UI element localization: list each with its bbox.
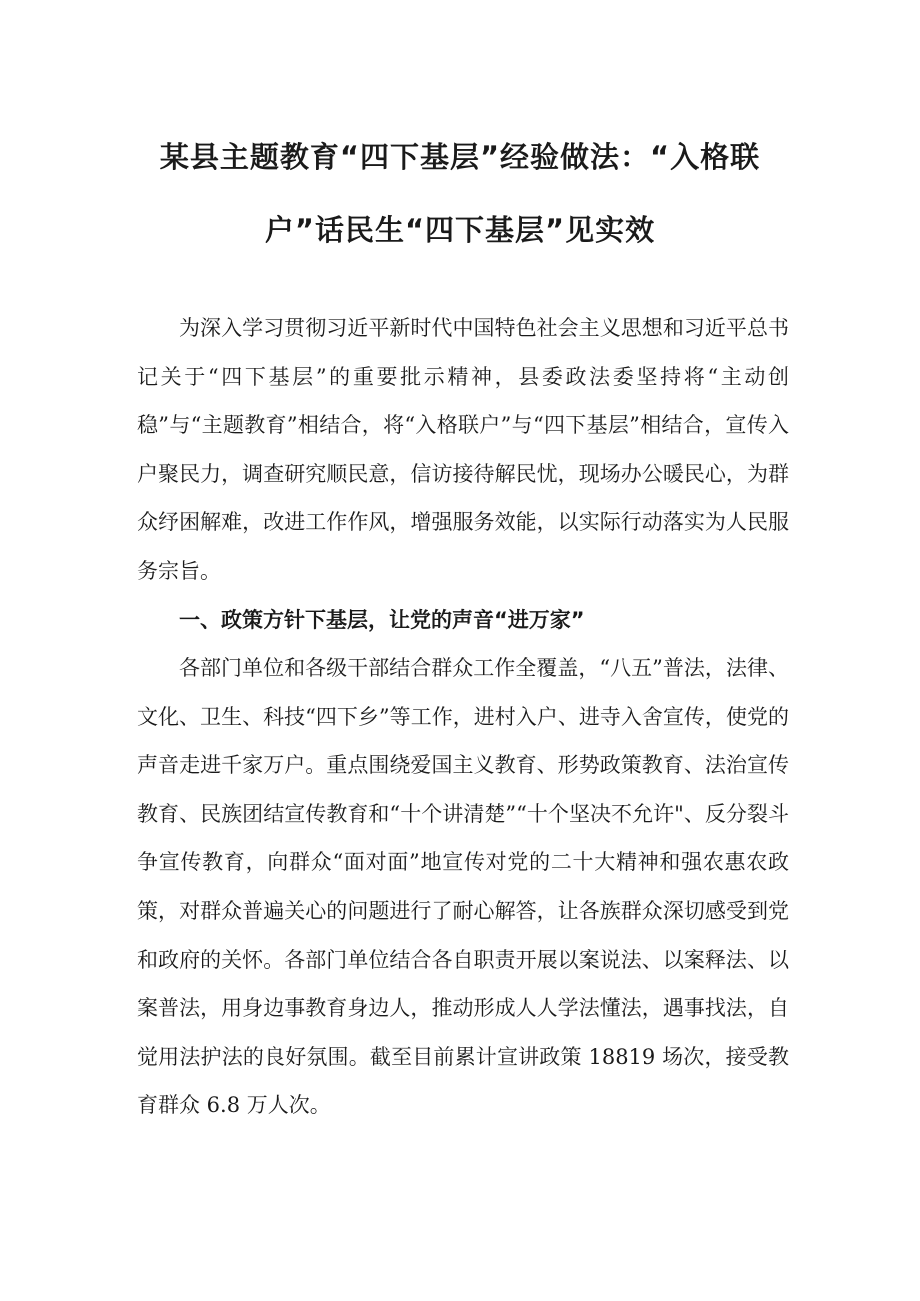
document-title-line-2: 户”话民生“四下基层”见实效 bbox=[264, 213, 656, 247]
intro-paragraph: 为深入学习贯彻习近平新时代中国特色社会主义思想和习近平总书记关于“四下基层”的重要批示精神，县委政法委坚持将“主动创稳”与“主题教育”相结合，将“入格联户”与“四下基层”相结合，宣传入户聚民力，调查研究顺民意，信访接待解民忧，现场办公暖民心，为群众纾困解难，改进工作作风，增强服务效能，以实际行动落实为人民服务宗旨。 bbox=[137, 316, 789, 583]
section-1-heading: 一、政策方针下基层，让党的声音“进万家” bbox=[179, 608, 585, 632]
section-1-paragraph: 各部门单位和各级干部结合群众工作全覆盖，“八五”普法，法律、文化、卫生、科技“四下乡”等工作，进村入户、进寺入舍宣传，使党的声音走进千家万户。重点围绕爱国主义教育、形势政策教育、法治宣传教育、民族团结宣传教育和“十个讲清楚”“十个坚决不允许"、反分裂斗争宣传教育，向群众“面对面”地宣传对党的二十大精神和强农惠农政策，对群众普遍关心的问题进行了耐心解答，让各族群众深切感受到党和政府的关怀。各部门单位结合各自职责开展以案说法、以案释法、以案普法，用身边事教育身边人，推动形成人人学法懂法，遇事找法，自觉用法护法的良好氛围。截至目前累计宣讲政策 18819 场次，接受教育群众 6.8 万人次。 bbox=[137, 656, 789, 1118]
document-title-line-1: 某县主题教育“四下基层”经验做法：“入格联 bbox=[159, 140, 761, 174]
